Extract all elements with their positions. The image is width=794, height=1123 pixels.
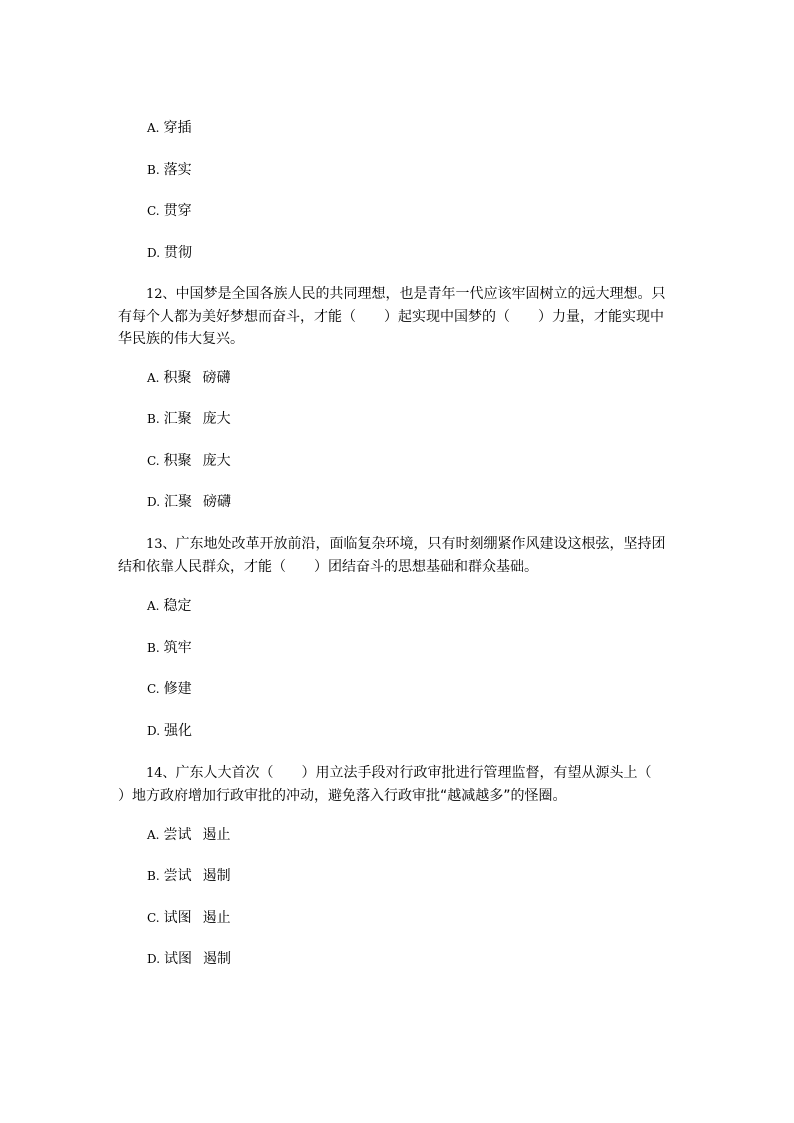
option-letter: B. — [147, 641, 160, 655]
question-line-2: 结和依靠人民群众，才能（ ）团结奋斗的思想基础和群众基础。 — [118, 559, 538, 575]
option-word-1: 试图 — [163, 910, 192, 926]
option-word-1: 试图 — [164, 951, 193, 967]
option-text: 强化 — [164, 723, 193, 739]
option-text: 稳定 — [163, 598, 192, 614]
q11-option-c — [147, 201, 192, 221]
option-letter: C. — [147, 204, 160, 218]
option-word-1: 汇聚 — [164, 494, 193, 510]
q14-option-b — [147, 866, 231, 886]
q11-option-a — [147, 118, 191, 138]
q14-option-c — [147, 908, 231, 928]
option-letter: C. — [147, 454, 160, 468]
option-word-2: 磅礴 — [202, 370, 231, 386]
option-letter: A. — [147, 121, 160, 135]
option-letter: A. — [147, 599, 160, 613]
option-letter: B. — [147, 163, 160, 177]
option-letter: A. — [147, 371, 160, 385]
question-line-2: ）地方政府增加行政审批的冲动，避免落入行政审批“越减越多”的怪圈。 — [118, 788, 567, 804]
question-14 — [118, 762, 678, 807]
option-letter: A. — [147, 828, 160, 842]
option-word-1: 积聚 — [163, 453, 192, 469]
question-text: 广东地处改革开放前沿，面临复杂环境，只有时刻绷紧作风建设这根弦，坚持团 — [175, 536, 666, 552]
question-line-1 — [118, 762, 678, 785]
option-text: 筑牢 — [163, 640, 192, 656]
option-letter: D. — [147, 495, 161, 509]
option-text: 贯彻 — [164, 245, 193, 261]
option-letter: D. — [147, 246, 161, 260]
option-text: 落实 — [163, 162, 192, 178]
question-number: 12、 — [146, 287, 176, 302]
q11-option-d — [147, 243, 192, 263]
option-word-2: 庞大 — [202, 453, 231, 469]
option-text: 穿插 — [163, 120, 192, 136]
option-letter: D. — [147, 724, 161, 738]
option-text: 贯穿 — [163, 203, 192, 219]
option-letter: C. — [147, 911, 160, 925]
question-line-2: 有每个人都为美好梦想而奋斗，才能（ ）起实现中国梦的（ ）力量，才能实现中 — [118, 309, 664, 325]
q14-option-a — [147, 825, 230, 845]
question-13 — [118, 533, 678, 578]
option-word-2: 庞大 — [202, 411, 231, 427]
q13-option-c — [147, 679, 192, 699]
option-letter: B. — [147, 869, 160, 883]
q13-option-b — [147, 638, 192, 658]
q11-option-b — [147, 160, 192, 180]
option-letter: C. — [147, 682, 160, 696]
q12-option-d — [147, 492, 231, 512]
question-12 — [118, 283, 678, 350]
option-word-2: 遏制 — [202, 868, 231, 884]
option-word-1: 积聚 — [163, 370, 192, 386]
q13-option-a — [147, 596, 191, 616]
q12-option-c — [147, 451, 231, 471]
question-number: 13、 — [146, 537, 176, 552]
option-word-1: 尝试 — [163, 827, 192, 843]
option-word-1: 汇聚 — [163, 411, 192, 427]
option-word-2: 磅礴 — [203, 494, 232, 510]
option-text: 修建 — [163, 681, 192, 697]
option-word-2: 遏止 — [202, 910, 231, 926]
q12-option-a — [147, 368, 230, 388]
question-text: 广东人大首次（ ）用立法手段对行政审批进行管理监督，有望从源头上（ — [175, 765, 652, 781]
option-word-1: 尝试 — [163, 868, 192, 884]
option-letter: D. — [147, 952, 161, 966]
question-line-3: 华民族的伟大复兴。 — [118, 331, 244, 347]
question-line-1 — [118, 283, 678, 306]
question-number: 14、 — [146, 766, 176, 781]
option-letter: B. — [147, 412, 160, 426]
option-word-2: 遏止 — [202, 827, 231, 843]
question-text: 中国梦是全国各族人民的共同理想，也是青年一代应该牢固树立的远大理想。只 — [175, 286, 666, 302]
q12-option-b — [147, 409, 231, 429]
q13-option-d — [147, 721, 192, 741]
q14-option-d — [147, 949, 231, 969]
question-line-1 — [118, 533, 678, 556]
option-word-2: 遏制 — [203, 951, 232, 967]
